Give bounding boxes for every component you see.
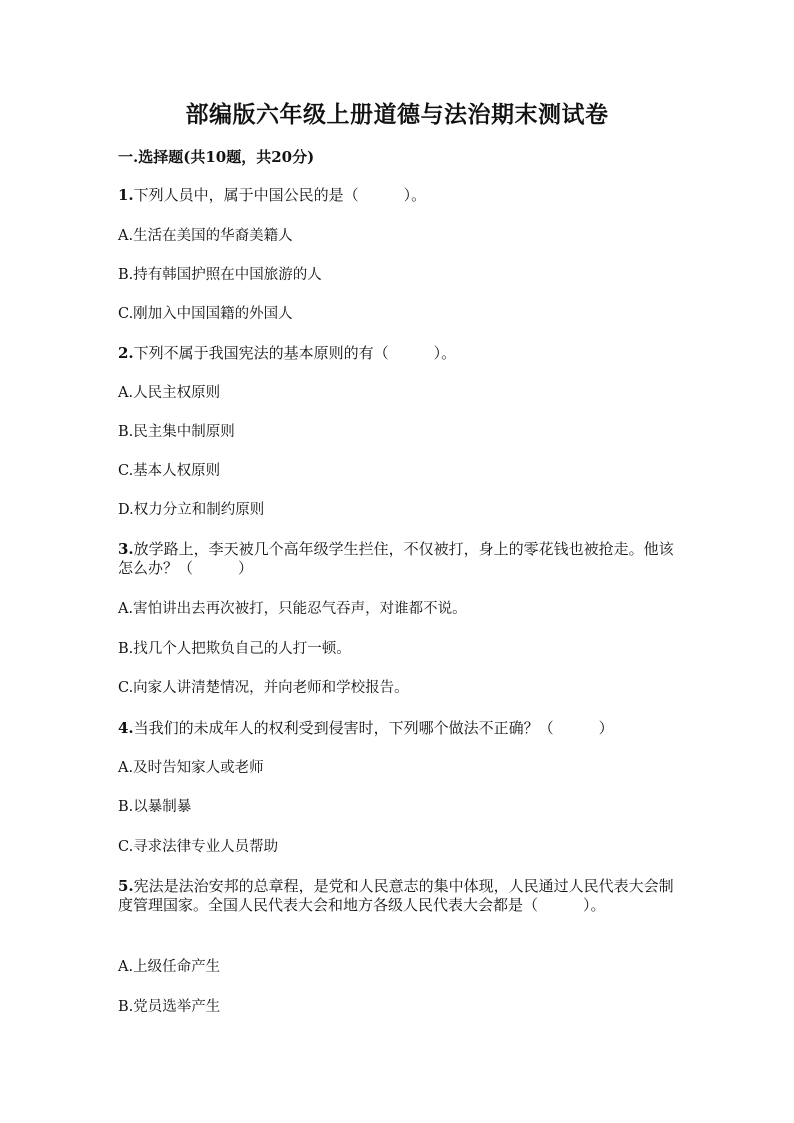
option-5a: A.上级任命产生 — [118, 959, 221, 975]
question-2 — [118, 344, 678, 363]
question-text: 当我们的未成年人的权利受到侵害时，下列哪个做法不正确？（ ） — [133, 719, 614, 737]
option-4b: B.以暴制暴 — [118, 799, 192, 815]
question-3 — [118, 540, 678, 578]
option-2d: D.权力分立和制约原则 — [118, 502, 265, 518]
option-2b: B.民主集中制原则 — [118, 424, 235, 440]
question-text: 下列人员中，属于中国公民的是（ ）。 — [133, 186, 427, 204]
option-4c: C.寻求法律专业人员帮助 — [118, 839, 279, 855]
option-3a: A.害怕讲出去再次被打，只能忍气吞声，对谁都不说。 — [118, 601, 467, 617]
option-5b: B.党员选举产生 — [118, 999, 221, 1015]
question-1 — [118, 186, 678, 205]
question-5 — [118, 877, 678, 915]
question-text: 宪法是法治安邦的总章程，是党和人民意志的集中体现，人民通过人民代表大会制度管理国家。全国人民代表大会和地方各级人民代表大会都是（ ）。 — [118, 877, 674, 914]
question-text: 放学路上，李天被几个高年级学生拦住，不仅被打，身上的零花钱也被抢走。他该怎么办？（ ） — [118, 540, 674, 577]
question-number: 3. — [118, 540, 134, 558]
section-heading: 一.选择题(共10题，共20分) — [118, 148, 315, 166]
page-title: 部编版六年级上册道德与法治期末测试卷 — [185, 101, 609, 128]
option-1b: B.持有韩国护照在中国旅游的人 — [118, 267, 322, 283]
option-1a: A.生活在美国的华裔美籍人 — [118, 228, 293, 244]
option-1c: C.刚加入中国国籍的外国人 — [118, 306, 293, 322]
question-number: 1. — [118, 186, 134, 204]
option-2c: C.基本人权原则 — [118, 463, 221, 479]
question-number: 4. — [118, 719, 134, 737]
question-number: 2. — [118, 344, 134, 362]
option-4a: A.及时告知家人或老师 — [118, 760, 264, 776]
question-4 — [118, 719, 678, 738]
option-2a: A.人民主权原则 — [118, 385, 221, 401]
question-number: 5. — [118, 877, 134, 895]
option-3b: B.找几个人把欺负自己的人打一顿。 — [118, 641, 351, 657]
question-text: 下列不属于我国宪法的基本原则的有（ ）。 — [133, 344, 457, 362]
option-3c: C.向家人讲清楚情况，并向老师和学校报告。 — [118, 680, 409, 696]
